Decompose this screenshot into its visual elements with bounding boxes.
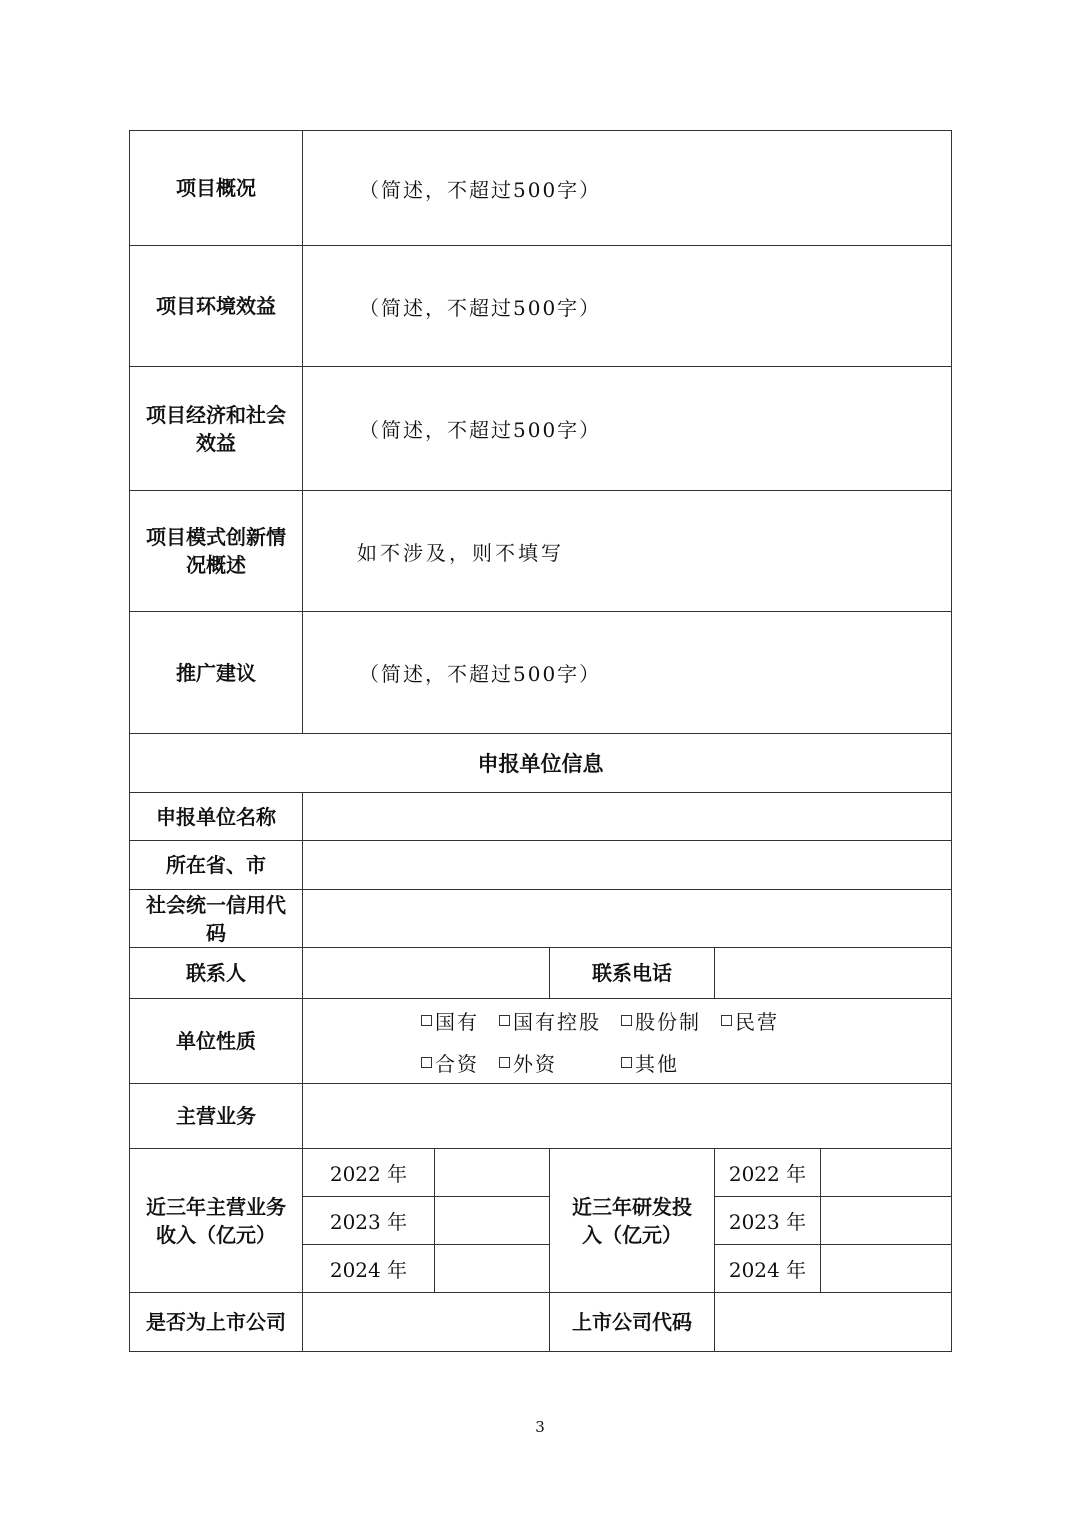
revenue-year-label: 2022 年: [303, 1149, 435, 1197]
rnd-year-label: 2022 年: [715, 1149, 821, 1197]
location-label: 所在省、市: [130, 841, 303, 890]
checkbox-icon[interactable]: [421, 1015, 432, 1026]
applicant-name-field[interactable]: [303, 793, 952, 841]
checkbox-icon[interactable]: [499, 1057, 510, 1068]
economic-row: [130, 367, 952, 491]
overview-row: [130, 131, 952, 246]
rnd-year-label: 2024 年: [715, 1245, 821, 1293]
economic-hint[interactable]: （简述，不超过500字）: [303, 367, 952, 491]
nature-option-foreign[interactable]: 外资: [499, 1048, 621, 1077]
nature-option-private[interactable]: 民营: [721, 1006, 779, 1035]
promotion-hint[interactable]: （简述，不超过500字）: [303, 612, 952, 734]
location-row: [130, 841, 952, 890]
listed-label: 是否为上市公司: [130, 1293, 303, 1352]
environment-row: [130, 246, 952, 367]
nature-option-state-controlled[interactable]: 国有控股: [499, 1006, 621, 1035]
location-field[interactable]: [303, 841, 952, 890]
rnd-value-field[interactable]: [821, 1149, 952, 1197]
rnd-label: 近三年研发投入（亿元）: [550, 1149, 715, 1293]
environment-label: 项目环境效益: [130, 246, 303, 367]
economic-label: 项目经济和社会效益: [130, 367, 303, 491]
nature-label: 单位性质: [130, 999, 303, 1084]
promotion-row: [130, 612, 952, 734]
business-label: 主营业务: [130, 1084, 303, 1149]
contact-row: [130, 948, 952, 999]
checkbox-icon[interactable]: [621, 1057, 632, 1068]
overview-label: 项目概况: [130, 131, 303, 246]
credit-code-field[interactable]: [303, 890, 952, 948]
revenue-year-label: 2024 年: [303, 1245, 435, 1293]
nature-row: [130, 999, 952, 1084]
phone-label: 联系电话: [550, 948, 715, 999]
stock-code-label: 上市公司代码: [550, 1293, 715, 1352]
listed-row: [130, 1293, 952, 1352]
page-number: 3: [535, 1418, 545, 1436]
contact-field[interactable]: [303, 948, 550, 999]
revenue-value-field[interactable]: [435, 1149, 550, 1197]
listed-field[interactable]: [303, 1293, 550, 1352]
innovation-hint[interactable]: 如不涉及，则不填写: [303, 491, 952, 612]
rnd-year-label: 2023 年: [715, 1197, 821, 1245]
applicant-section-header: 申报单位信息: [130, 734, 952, 793]
business-row: [130, 1084, 952, 1149]
nature-option-joint-stock[interactable]: 股份制: [621, 1006, 721, 1035]
checkbox-icon[interactable]: [721, 1015, 732, 1026]
overview-hint[interactable]: （简述，不超过500字）: [303, 131, 952, 246]
revenue-label: 近三年主营业务收入（亿元）: [130, 1149, 303, 1293]
contact-label: 联系人: [130, 948, 303, 999]
innovation-row: [130, 491, 952, 612]
nature-option-joint-venture[interactable]: 合资: [421, 1048, 499, 1077]
nature-option-state-owned[interactable]: 国有: [421, 1006, 499, 1035]
applicant-header-row: [130, 734, 952, 793]
revenue-value-field[interactable]: [435, 1245, 550, 1293]
checkbox-icon[interactable]: [421, 1057, 432, 1068]
phone-field[interactable]: [715, 948, 952, 999]
promotion-label: 推广建议: [130, 612, 303, 734]
stock-code-field[interactable]: [715, 1293, 952, 1352]
business-field[interactable]: [303, 1084, 952, 1149]
revenue-year-label: 2023 年: [303, 1197, 435, 1245]
rnd-value-field[interactable]: [821, 1197, 952, 1245]
applicant-name-label: 申报单位名称: [130, 793, 303, 841]
nature-options: [303, 999, 952, 1084]
environment-hint[interactable]: （简述，不超过500字）: [303, 246, 952, 367]
revenue-value-field[interactable]: [435, 1197, 550, 1245]
year-row: [130, 1149, 952, 1197]
nature-option-other[interactable]: 其他: [621, 1048, 679, 1077]
application-form-table: [129, 130, 952, 1352]
checkbox-icon[interactable]: [621, 1015, 632, 1026]
checkbox-icon[interactable]: [499, 1015, 510, 1026]
rnd-value-field[interactable]: [821, 1245, 952, 1293]
innovation-label: 项目模式创新情况概述: [130, 491, 303, 612]
credit-code-row: [130, 890, 952, 948]
credit-code-label: 社会统一信用代码: [130, 890, 303, 948]
applicant-name-row: [130, 793, 952, 841]
